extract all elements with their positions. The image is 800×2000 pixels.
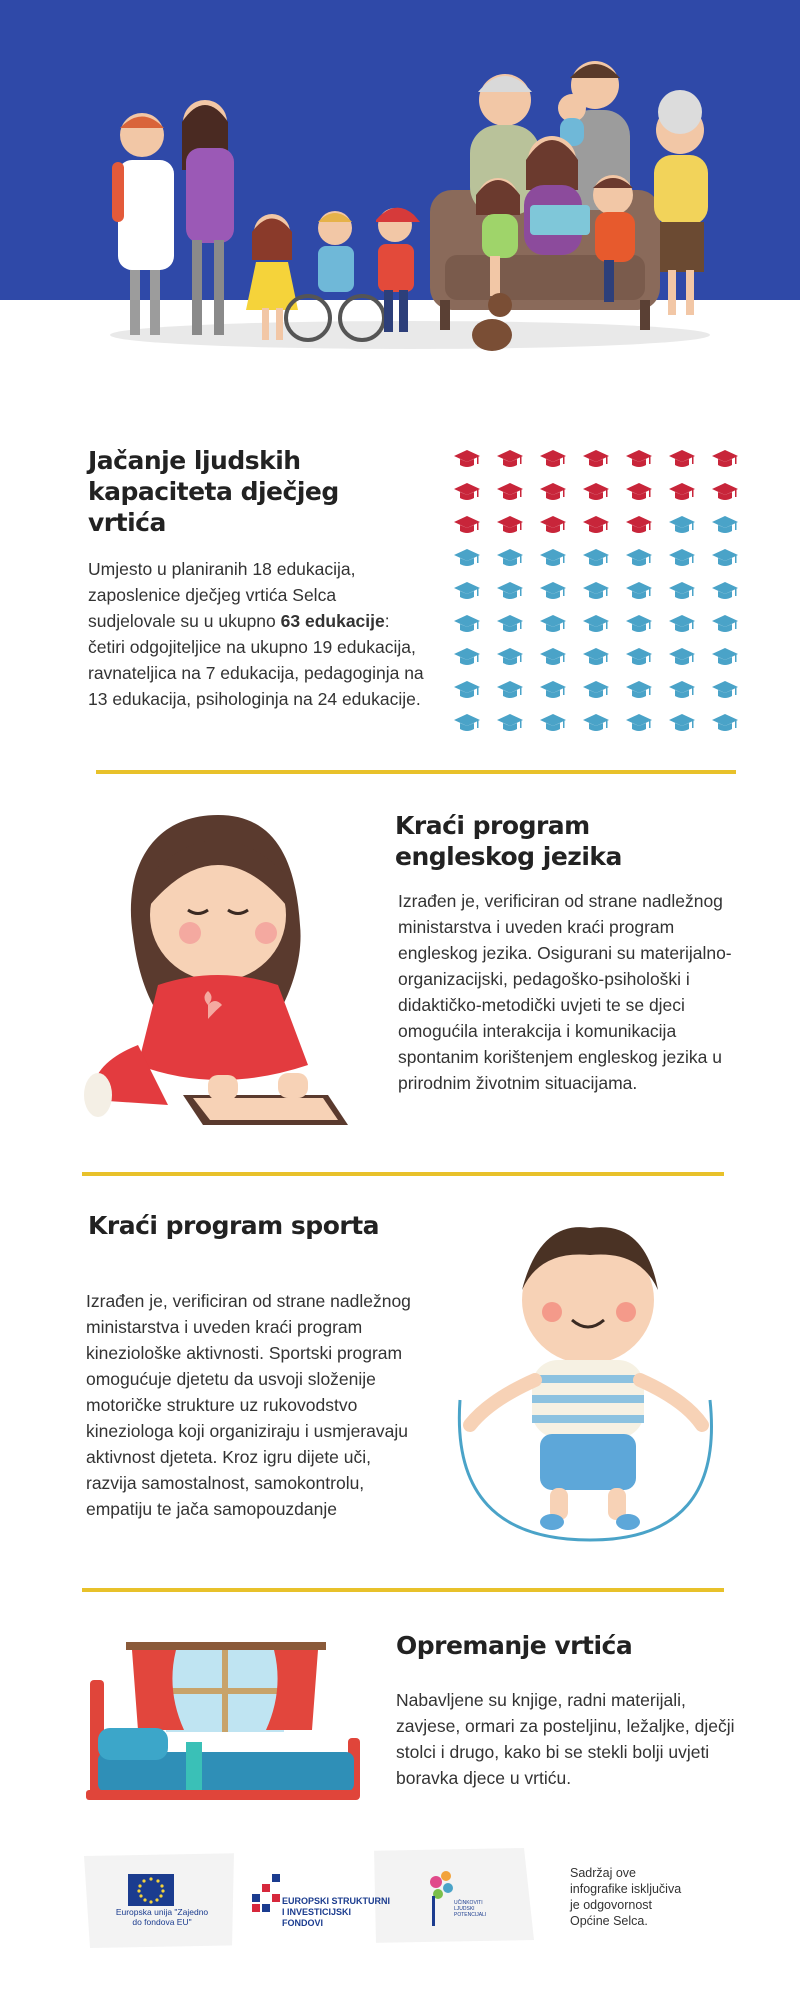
- graduation-cap-icon: [626, 450, 652, 467]
- graduation-cap-icon: [712, 483, 738, 500]
- graduation-cap-icon: [583, 516, 609, 533]
- graduation-cap-icon: [454, 450, 480, 467]
- girl-with-tablet-illustration: [78, 805, 358, 1135]
- section3-text: Izrađen je, verificiran od strane nadležnog ministarstva i uveden kraći program kineziološke aktivnosti. Sportski program omogućuje djetetu da usvoji složenije motoričke strukture uz rukovodstvo kineziologa koji organiziraju i usmjeravaju aktivnost djeteta. Kroz igru dijete uči, razvija samostalnost, samokontrolu, empatiju te jača samopouzdanje: [86, 1291, 411, 1519]
- graduation-cap-icon: [669, 648, 695, 665]
- graduation-cap-icon: [669, 681, 695, 698]
- graduation-cap-icon: [712, 714, 738, 731]
- graduation-cap-icon: [583, 615, 609, 632]
- graduation-cap-icon: [497, 648, 523, 665]
- graduation-cap-icon: [626, 714, 652, 731]
- graduation-cap-icon: [626, 516, 652, 533]
- hero-banner: [0, 0, 800, 300]
- ljp-label: UČINKOVITI LJUDSKI POTENCIJALI: [454, 1900, 487, 1918]
- section1-title: Jačanje ljudskih kapaciteta dječjeg vrtića: [88, 446, 339, 537]
- graduation-cap-icon: [583, 483, 609, 500]
- graduation-cap-icon: [497, 483, 523, 500]
- graduation-cap-icon: [669, 483, 695, 500]
- graduation-cap-icon: [497, 615, 523, 632]
- graduation-caps-grid: [452, 444, 744, 734]
- graduation-cap-icon: [454, 582, 480, 599]
- graduation-cap-icon: [583, 681, 609, 698]
- graduation-cap-icon: [712, 615, 738, 632]
- eu-label: Europska unija "Zajedno do fondova EU": [115, 1907, 209, 1927]
- graduation-cap-icon: [669, 615, 695, 632]
- graduation-cap-icon: [540, 714, 566, 731]
- graduation-cap-icon: [712, 681, 738, 698]
- graduation-cap-icon: [669, 549, 695, 566]
- graduation-cap-icon: [626, 483, 652, 500]
- divider-2: [82, 1172, 724, 1176]
- graduation-cap-icon: [583, 648, 609, 665]
- graduation-cap-icon: [540, 615, 566, 632]
- graduation-cap-icon: [540, 483, 566, 500]
- graduation-cap-icon: [669, 450, 695, 467]
- graduation-cap-icon: [497, 582, 523, 599]
- graduation-cap-icon: [540, 549, 566, 566]
- section2-title: Kraći program engleskog jezika: [395, 811, 622, 871]
- disclaimer-text: Sadržaj ove infografike isključiva je odgovornost Općine Selca.: [570, 1866, 682, 1928]
- section3-title: Kraći program sporta: [88, 1211, 380, 1240]
- graduation-cap-icon: [669, 516, 695, 533]
- graduation-cap-icon: [583, 549, 609, 566]
- graduation-cap-icon: [454, 549, 480, 566]
- graduation-cap-icon: [497, 516, 523, 533]
- divider-1: [96, 770, 736, 774]
- graduation-cap-icon: [540, 516, 566, 533]
- graduation-cap-icon: [497, 450, 523, 467]
- graduation-cap-icon: [669, 714, 695, 731]
- graduation-cap-icon: [454, 483, 480, 500]
- esf-label: EUROPSKI STRUKTURNI I INVESTICIJSKI FONDOVI: [282, 1896, 391, 1928]
- graduation-cap-icon: [626, 582, 652, 599]
- section2-text: Izrađen je, verificiran od strane nadležnog ministarstva i uveden kraći program engleskog jezika. Osigurani su materijalno-organizacijski, pedagoško-psihološki i didaktičko-metodički uvjeti te se djeci omogućila interakcija i komunikacija spontanim korištenjem engleskog jezika u prirodnim životnim situacijama.: [398, 891, 732, 1093]
- graduation-cap-icon: [583, 714, 609, 731]
- graduation-cap-icon: [712, 549, 738, 566]
- graduation-cap-icon: [583, 582, 609, 599]
- boy-jumping-rope-illustration: [440, 1210, 730, 1550]
- graduation-cap-icon: [454, 714, 480, 731]
- graduation-cap-icon: [712, 450, 738, 467]
- graduation-cap-icon: [626, 549, 652, 566]
- section4-title: Opremanje vrtića: [396, 1631, 633, 1660]
- divider-3: [82, 1588, 724, 1592]
- graduation-cap-icon: [626, 648, 652, 665]
- graduation-cap-icon: [583, 450, 609, 467]
- graduation-cap-icon: [626, 615, 652, 632]
- family-illustration: [0, 0, 800, 360]
- graduation-cap-icon: [454, 681, 480, 698]
- graduation-cap-icon: [540, 681, 566, 698]
- graduation-cap-icon: [454, 615, 480, 632]
- section1-highlight: 63 edukacije: [280, 611, 385, 631]
- graduation-cap-icon: [712, 516, 738, 533]
- graduation-cap-icon: [626, 681, 652, 698]
- graduation-cap-icon: [497, 549, 523, 566]
- section4-text: Nabavljene su knjige, radni materijali, zavjese, ormari za posteljinu, ležaljke, dječji stolci i drugo, kako bi se stekli bolji uvjeti boravka djece u vrtiću.: [396, 1690, 735, 1788]
- graduation-cap-icon: [454, 516, 480, 533]
- graduation-cap-icon: [540, 648, 566, 665]
- graduation-cap-icon: [540, 582, 566, 599]
- graduation-cap-icon: [497, 681, 523, 698]
- graduation-cap-icon: [669, 582, 695, 599]
- section1-text: Umjesto u planiranih 18 edukacija, zaposlenice dječjeg vrtića Selca sudjelovale su u ukupno 63 edukacije: četiri odgojiteljice na ukupno 19 edukacija, ravnateljica na 7 edukacija, pedagoginja na 13 edukacija, psihologinja na 24 edukacije.: [88, 559, 424, 709]
- graduation-cap-icon: [712, 648, 738, 665]
- bed-with-curtains-illustration: [86, 1630, 366, 1810]
- graduation-cap-icon: [454, 648, 480, 665]
- graduation-cap-icon: [497, 714, 523, 731]
- graduation-cap-icon: [540, 450, 566, 467]
- graduation-cap-icon: [712, 582, 738, 599]
- eu-flag-icon: [128, 1874, 174, 1906]
